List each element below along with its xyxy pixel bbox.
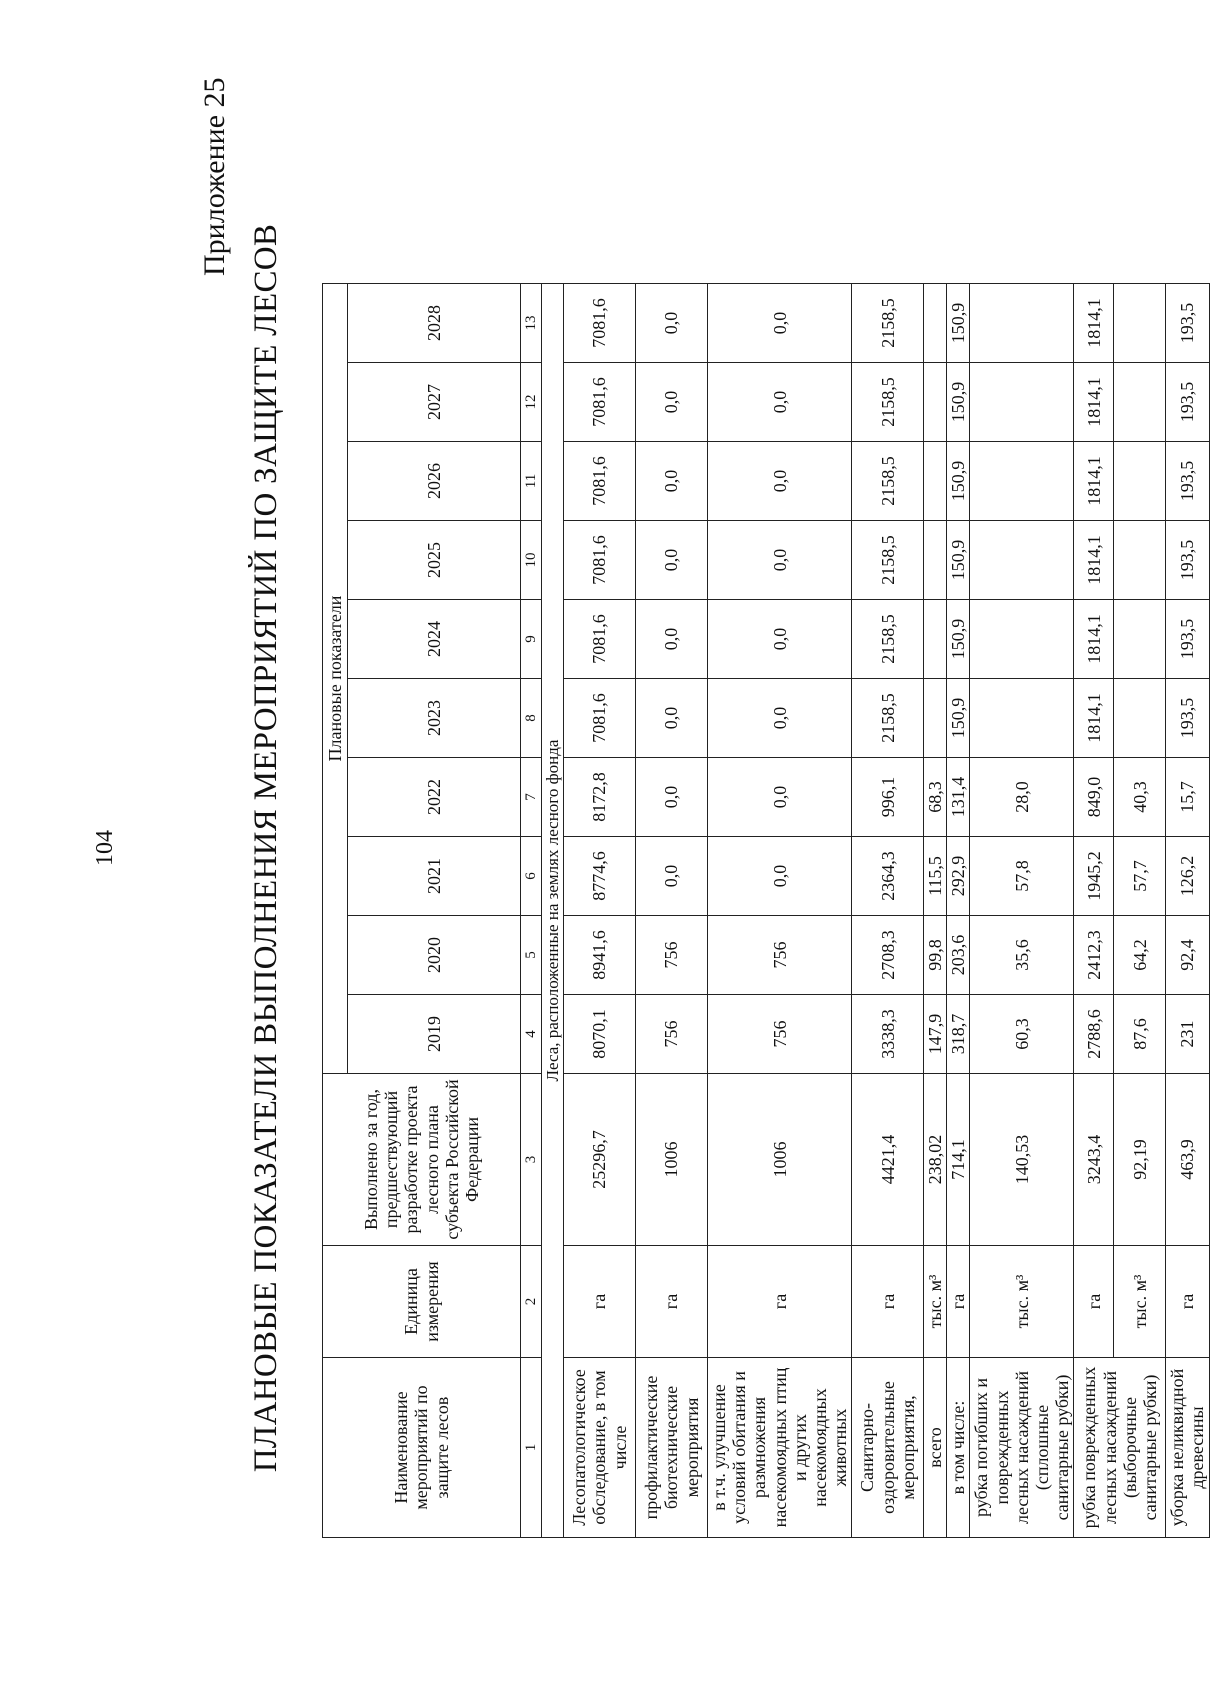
row-year-value: 7081,6 [564, 442, 636, 521]
column-number: 6 [521, 837, 542, 916]
row-unit: га [708, 1246, 852, 1358]
header-year: 2026 [348, 442, 521, 521]
table-row [1074, 284, 1114, 1538]
table-row [564, 284, 636, 1538]
row-year-value: 231 [1166, 995, 1209, 1074]
row-name: Санитарно-оздоровительные мероприятия, [852, 1358, 924, 1538]
row-year-value: 1814,1 [1074, 521, 1114, 600]
protection-plan-table [322, 283, 1210, 1538]
row-year-value: 57,8 [970, 837, 1074, 916]
row-unit: тыс. м³ [970, 1246, 1074, 1358]
table-row [1114, 284, 1166, 1538]
header-year: 2022 [348, 758, 521, 837]
row-year-value: 0,0 [636, 521, 708, 600]
row-year-value [924, 284, 947, 363]
row-year-value: 0,0 [636, 363, 708, 442]
row-year-value [1114, 284, 1166, 363]
row-year-value: 0,0 [636, 758, 708, 837]
header-year: 2027 [348, 363, 521, 442]
row-year-value: 1814,1 [1074, 363, 1114, 442]
row-year-value: 150,9 [947, 679, 970, 758]
row-year-value: 0,0 [636, 600, 708, 679]
row-year-value: 126,2 [1166, 837, 1209, 916]
column-number: 9 [521, 600, 542, 679]
row-done-value: 3243,4 [1074, 1074, 1114, 1246]
header-unit: Единица измерения [323, 1246, 521, 1358]
row-year-value: 2412,3 [1074, 916, 1114, 995]
row-year-value: 150,9 [947, 284, 970, 363]
row-year-value [924, 442, 947, 521]
row-year-value: 193,5 [1166, 679, 1209, 758]
row-year-value [924, 600, 947, 679]
row-year-value: 8941,6 [564, 916, 636, 995]
row-year-value: 1945,2 [1074, 837, 1114, 916]
row-unit: га [1166, 1246, 1209, 1358]
row-year-value: 756 [636, 916, 708, 995]
row-year-value: 150,9 [947, 363, 970, 442]
row-name: профилактические биотехнические мероприятия [636, 1358, 708, 1538]
row-year-value: 0,0 [708, 363, 852, 442]
row-year-value: 1814,1 [1074, 600, 1114, 679]
row-year-value: 2364,3 [852, 837, 924, 916]
row-year-value: 756 [636, 995, 708, 1074]
row-year-value: 0,0 [636, 837, 708, 916]
header-year: 2025 [348, 521, 521, 600]
row-year-value: 0,0 [708, 284, 852, 363]
header-year: 2020 [348, 916, 521, 995]
header-year: 2028 [348, 284, 521, 363]
row-name: Лесопатологическое обследование, в том числе [564, 1358, 636, 1538]
page-title: ПЛАНОВЫЕ ПОКАЗАТЕЛИ ВЫПОЛНЕНИЯ МЕРОПРИЯТИЙ ПО ЗАЩИТЕ ЛЕСОВ [248, 223, 284, 1473]
header-year: 2019 [348, 995, 521, 1074]
column-number: 2 [521, 1246, 542, 1358]
appendix-label: Приложение 25 [198, 77, 231, 276]
row-year-value: 2788,6 [1074, 995, 1114, 1074]
row-year-value: 318,7 [947, 995, 970, 1074]
row-year-value: 87,6 [1114, 995, 1166, 1074]
row-done-value: 1006 [708, 1074, 852, 1246]
table-row [970, 284, 1074, 1538]
column-number: 8 [521, 679, 542, 758]
row-year-value: 193,5 [1166, 600, 1209, 679]
row-done-value: 238,02 [924, 1074, 947, 1246]
row-year-value: 35,6 [970, 916, 1074, 995]
row-year-value: 0,0 [636, 284, 708, 363]
row-year-value: 193,5 [1166, 284, 1209, 363]
row-year-value: 203,6 [947, 916, 970, 995]
row-year-value: 68,3 [924, 758, 947, 837]
row-year-value: 0,0 [708, 758, 852, 837]
row-year-value: 92,4 [1166, 916, 1209, 995]
row-unit: га [564, 1246, 636, 1358]
row-name: рубка поврежденных лесных насаждений (выборочные санитарные рубки) [1074, 1358, 1166, 1538]
row-done-value: 463,9 [1166, 1074, 1209, 1246]
row-year-value: 1814,1 [1074, 284, 1114, 363]
row-year-value: 8774,6 [564, 837, 636, 916]
row-year-value: 64,2 [1114, 916, 1166, 995]
row-year-value: 7081,6 [564, 284, 636, 363]
row-year-value: 0,0 [636, 679, 708, 758]
table-row [924, 284, 947, 1538]
column-number: 7 [521, 758, 542, 837]
row-year-value: 150,9 [947, 600, 970, 679]
row-year-value [970, 284, 1074, 363]
row-year-value: 60,3 [970, 995, 1074, 1074]
row-year-value: 996,1 [852, 758, 924, 837]
row-year-value [924, 521, 947, 600]
row-year-value [1114, 363, 1166, 442]
row-year-value: 0,0 [708, 442, 852, 521]
row-year-value: 2158,5 [852, 600, 924, 679]
row-year-value: 28,0 [970, 758, 1074, 837]
row-year-value: 99,8 [924, 916, 947, 995]
row-year-value: 115,5 [924, 837, 947, 916]
table-row [852, 284, 924, 1538]
row-year-value [1114, 679, 1166, 758]
row-year-value: 2158,5 [852, 363, 924, 442]
row-unit: тыс. м³ [924, 1246, 947, 1358]
row-year-value: 7081,6 [564, 521, 636, 600]
table-row [636, 284, 708, 1538]
row-done-value: 714,1 [947, 1074, 970, 1246]
column-number: 3 [521, 1074, 542, 1246]
row-year-value: 2158,5 [852, 442, 924, 521]
row-year-value [970, 442, 1074, 521]
column-number: 5 [521, 916, 542, 995]
section-heading: Леса, расположенные на землях лесного фонда [542, 284, 564, 1538]
row-done-value: 140,53 [970, 1074, 1074, 1246]
row-year-value: 15,7 [1166, 758, 1209, 837]
header-plan: Плановые показатели [323, 284, 348, 1074]
table-row [947, 284, 970, 1538]
row-year-value: 7081,6 [564, 363, 636, 442]
row-year-value: 8172,8 [564, 758, 636, 837]
row-year-value: 2158,5 [852, 521, 924, 600]
column-number: 12 [521, 363, 542, 442]
row-name: рубка погибших и поврежденных лесных насаждений (сплошные санитарные рубки) [970, 1358, 1074, 1538]
row-year-value [970, 521, 1074, 600]
row-year-value: 0,0 [708, 521, 852, 600]
column-number: 1 [521, 1358, 542, 1538]
row-year-value: 1814,1 [1074, 442, 1114, 521]
row-year-value: 756 [708, 916, 852, 995]
row-name: уборка неликвидной древесины [1166, 1358, 1209, 1538]
row-year-value: 40,3 [1114, 758, 1166, 837]
row-year-value: 131,4 [947, 758, 970, 837]
page-number: 104 [92, 830, 118, 866]
row-year-value: 150,9 [947, 442, 970, 521]
header-year: 2024 [348, 600, 521, 679]
row-done-value: 92,19 [1114, 1074, 1166, 1246]
row-unit: тыс. м³ [1114, 1246, 1166, 1358]
table-row [708, 284, 852, 1538]
row-unit: га [852, 1246, 924, 1358]
row-year-value: 147,9 [924, 995, 947, 1074]
row-year-value [970, 679, 1074, 758]
row-year-value: 849,0 [1074, 758, 1114, 837]
row-year-value [924, 679, 947, 758]
row-year-value: 7081,6 [564, 600, 636, 679]
row-year-value: 0,0 [708, 679, 852, 758]
row-unit: га [947, 1246, 970, 1358]
row-year-value: 2158,5 [852, 679, 924, 758]
row-year-value [1114, 442, 1166, 521]
row-year-value: 193,5 [1166, 363, 1209, 442]
header-year: 2021 [348, 837, 521, 916]
row-name: в т.ч. улучшение условий обитания и размножения насекомоядных птиц и других насекомоядных животных [708, 1358, 852, 1538]
row-year-value: 8070,1 [564, 995, 636, 1074]
row-unit: га [1074, 1246, 1114, 1358]
row-year-value: 7081,6 [564, 679, 636, 758]
row-year-value [970, 600, 1074, 679]
header-name: Наименование мероприятий по защите лесов [323, 1358, 521, 1538]
row-name: всего [924, 1358, 947, 1538]
row-year-value [1114, 521, 1166, 600]
row-year-value: 292,9 [947, 837, 970, 916]
row-year-value: 756 [708, 995, 852, 1074]
row-year-value: 193,5 [1166, 521, 1209, 600]
row-year-value: 0,0 [636, 442, 708, 521]
column-number: 11 [521, 442, 542, 521]
row-year-value: 57,7 [1114, 837, 1166, 916]
row-done-value: 1006 [636, 1074, 708, 1246]
header-done: Выполнено за год, предшествующий разработке проекта лесного плана субъекта Российской Федерации [323, 1074, 521, 1246]
row-name: в том числе: [947, 1358, 970, 1538]
row-year-value: 2708,3 [852, 916, 924, 995]
column-number: 4 [521, 995, 542, 1074]
table-row [1166, 284, 1209, 1538]
column-number: 13 [521, 284, 542, 363]
row-year-value: 1814,1 [1074, 679, 1114, 758]
header-year: 2023 [348, 679, 521, 758]
row-year-value [970, 363, 1074, 442]
row-year-value: 0,0 [708, 600, 852, 679]
row-unit: га [636, 1246, 708, 1358]
row-year-value: 150,9 [947, 521, 970, 600]
row-done-value: 4421,4 [852, 1074, 924, 1246]
row-year-value: 193,5 [1166, 442, 1209, 521]
row-year-value [924, 363, 947, 442]
row-done-value: 25296,7 [564, 1074, 636, 1246]
row-year-value: 2158,5 [852, 284, 924, 363]
column-number: 10 [521, 521, 542, 600]
row-year-value: 3338,3 [852, 995, 924, 1074]
row-year-value [1114, 600, 1166, 679]
row-year-value: 0,0 [708, 837, 852, 916]
